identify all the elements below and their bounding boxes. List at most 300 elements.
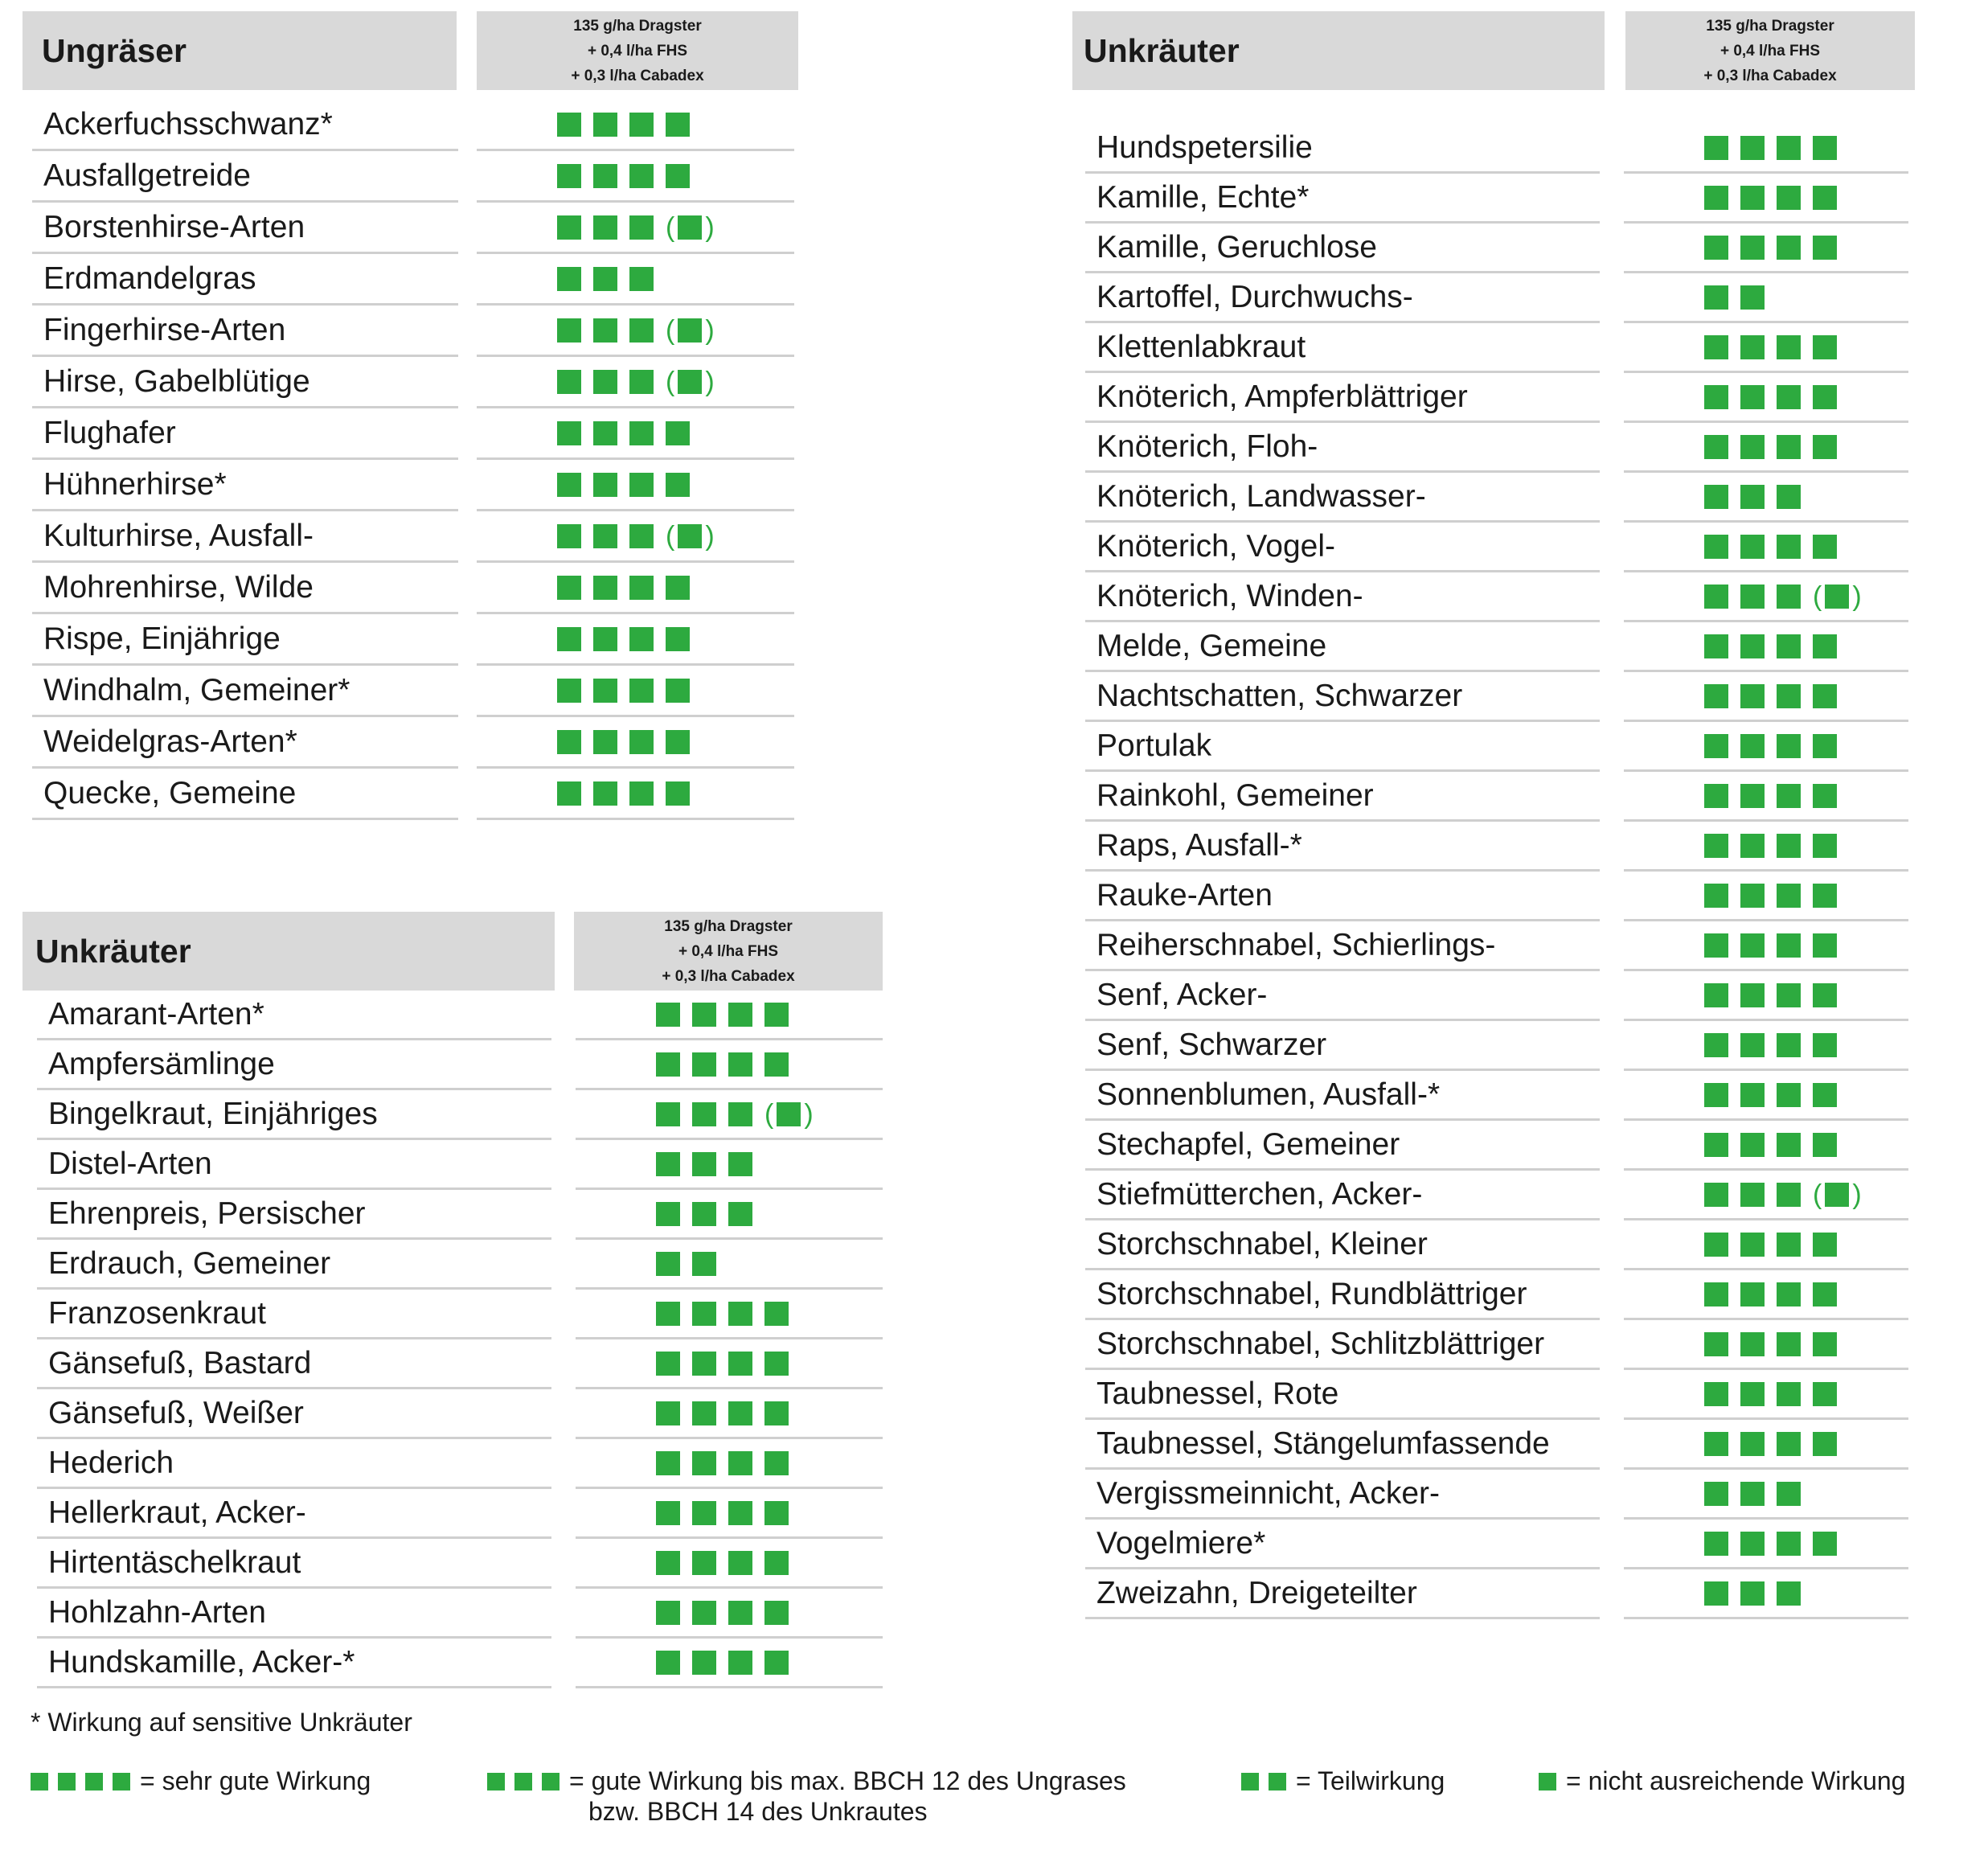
- rating-square: [1704, 1581, 1728, 1606]
- rating-square: [629, 421, 654, 445]
- rating-square: [1740, 634, 1765, 658]
- species-name: Kamille, Geruchlose: [1085, 224, 1600, 273]
- rating-square: [557, 730, 581, 754]
- table-row: [23, 1489, 883, 1539]
- rating-square: [1777, 884, 1801, 908]
- rating-square: [1740, 1183, 1765, 1207]
- rating-cell: [1624, 971, 1908, 1021]
- species-name: Stechapfel, Gemeiner: [1085, 1121, 1600, 1171]
- rating-square: [593, 627, 617, 651]
- rating-square: [557, 781, 581, 806]
- rating-square: [1704, 136, 1728, 160]
- rating-cell: [1624, 921, 1908, 971]
- table-row: [23, 563, 794, 614]
- legend-text: = sehr gute Wirkung: [140, 1766, 371, 1795]
- rating-square: [666, 679, 690, 703]
- rating-square: [1241, 1773, 1259, 1791]
- rating-square: [764, 1003, 789, 1027]
- rating-square: [557, 113, 581, 137]
- rating-square: [1777, 485, 1801, 509]
- rating-square: [692, 1551, 716, 1575]
- rating-square: [1777, 1183, 1801, 1207]
- species-name: Distel-Arten: [37, 1140, 551, 1190]
- rating-square: [692, 1252, 716, 1276]
- rating-cell: [477, 717, 794, 769]
- rating-square: [1813, 1432, 1837, 1456]
- legend-item-1: [1539, 1766, 1905, 1798]
- rating-square: [487, 1773, 505, 1791]
- rating-square: [1740, 186, 1765, 210]
- species-name: Kulturhirse, Ausfall-: [32, 511, 458, 563]
- table-row: [1072, 1121, 1908, 1171]
- rating-square: [728, 1601, 752, 1625]
- species-name: Borstenhirse-Arten: [32, 203, 458, 254]
- table-row: [23, 1040, 883, 1090]
- rating-cell: [1624, 772, 1908, 822]
- rating-cell: [1624, 423, 1908, 473]
- rating-cell: [1624, 622, 1908, 672]
- legend-text: = nicht ausreichende Wirkung: [1566, 1766, 1906, 1795]
- rating-square: [593, 370, 617, 394]
- rating-square: [1704, 933, 1728, 958]
- rating-square: [678, 524, 702, 548]
- rating-square: [1777, 983, 1801, 1007]
- rating-cell: [1624, 572, 1908, 622]
- rating-cell: [477, 203, 794, 254]
- rating-square: [1813, 1083, 1837, 1107]
- rating-square: [593, 421, 617, 445]
- species-name: Hirtentäschelkraut: [37, 1539, 551, 1589]
- species-name: Zweizahn, Dreigeteilter: [1085, 1569, 1600, 1619]
- rating-square: [1777, 1033, 1801, 1057]
- table-row: [23, 1290, 883, 1339]
- rating-cell: [576, 1290, 883, 1339]
- table-row: [1072, 572, 1908, 622]
- rating-square: [629, 679, 654, 703]
- species-name: Rauke-Arten: [1085, 872, 1600, 921]
- rating-cell: [1624, 174, 1908, 224]
- rating-square: [1813, 535, 1837, 559]
- rating-square: [1740, 884, 1765, 908]
- rating-square: [728, 1302, 752, 1326]
- rating-square: [557, 267, 581, 291]
- table-row: [1072, 722, 1908, 772]
- rating-square: [1740, 933, 1765, 958]
- rating-square: [1777, 1382, 1801, 1406]
- rating-square: [593, 781, 617, 806]
- rating-square: [1813, 385, 1837, 409]
- rating-square: [1740, 784, 1765, 808]
- rating-cell: [576, 1090, 883, 1140]
- treatment-line-1: 135 g/ha Dragster: [664, 917, 793, 935]
- rating-square: [1740, 535, 1765, 559]
- rating-square: [1777, 1133, 1801, 1157]
- species-name: Nachtschatten, Schwarzer: [1085, 672, 1600, 722]
- table-row: [1072, 1220, 1908, 1270]
- table-row: [23, 460, 794, 511]
- rating-square: [1704, 784, 1728, 808]
- rating-square: [764, 1451, 789, 1475]
- rating-square: [1704, 1233, 1728, 1257]
- rating-cell: [1624, 722, 1908, 772]
- species-name: Hühnerhirse*: [32, 460, 458, 511]
- rating-square: [557, 524, 581, 548]
- rating-square: [1704, 1133, 1728, 1157]
- rating-square: [1740, 335, 1765, 359]
- rating-square: [1740, 136, 1765, 160]
- table-row: [23, 254, 794, 306]
- table-row: [23, 1240, 883, 1290]
- rating-square: [1813, 834, 1837, 858]
- rating-square: [1813, 983, 1837, 1007]
- rating-square: [1704, 1432, 1728, 1456]
- legend-text-block: [569, 1766, 1126, 1827]
- rating-square: [692, 1302, 716, 1326]
- rating-cell: [576, 1190, 883, 1240]
- rating-square: [777, 1102, 801, 1126]
- rating-square: [593, 730, 617, 754]
- rating-square: [1740, 435, 1765, 459]
- table-title: Unkräuter: [1084, 31, 1240, 69]
- rating-square: [1704, 1332, 1728, 1356]
- rating-square: [629, 524, 654, 548]
- species-name: Vogelmiere*: [1085, 1520, 1600, 1569]
- rating-square: [666, 627, 690, 651]
- rating-cell: [1624, 1220, 1908, 1270]
- rating-square: [1740, 1382, 1765, 1406]
- rating-square: [666, 781, 690, 806]
- table-row: [1072, 323, 1908, 373]
- rating-square: [1813, 136, 1837, 160]
- rating-square: [1777, 734, 1801, 758]
- legend-item-2: [1241, 1766, 1445, 1798]
- table-row: [23, 769, 794, 820]
- header-unkraeuter-right: [1072, 11, 1605, 90]
- rating-square: [629, 215, 654, 240]
- rating-square: [1740, 1133, 1765, 1157]
- rating-square: [1740, 1033, 1765, 1057]
- rating-square: [1813, 1532, 1837, 1556]
- partial-rating-square: ( ): [1813, 580, 1862, 612]
- rating-square: [557, 164, 581, 188]
- rating-square: [1777, 1332, 1801, 1356]
- rating-square: [1813, 1233, 1837, 1257]
- table-row: [23, 1389, 883, 1439]
- rating-square: [1813, 1133, 1837, 1157]
- treatment-line-3: + 0,3 l/ha Cabadex: [662, 967, 795, 985]
- rating-square: [629, 267, 654, 291]
- rating-square: [1704, 983, 1728, 1007]
- rating-square: [656, 1202, 680, 1226]
- partial-rating-square: ( ): [1813, 1179, 1862, 1210]
- rating-square: [678, 370, 702, 394]
- rating-square: [656, 1501, 680, 1525]
- rating-cell: [1624, 1121, 1908, 1171]
- treatment-line-2: + 0,4 l/ha FHS: [587, 42, 688, 59]
- rating-square: [1813, 684, 1837, 708]
- rating-square: [1740, 285, 1765, 310]
- treatment-line-2: + 0,4 l/ha FHS: [678, 942, 779, 960]
- rating-square: [692, 1102, 716, 1126]
- rating-cell: [1624, 1071, 1908, 1121]
- table-row: [1072, 622, 1908, 672]
- rating-square: [1777, 435, 1801, 459]
- table-row: [23, 511, 794, 563]
- table-row: [23, 666, 794, 717]
- rating-square: [557, 473, 581, 497]
- rating-cell: [1624, 273, 1908, 323]
- species-name: Hundskamille, Acker-*: [37, 1639, 551, 1688]
- rating-square: [1704, 285, 1728, 310]
- rating-square: [1777, 684, 1801, 708]
- rating-square: [1813, 1332, 1837, 1356]
- rating-square: [1704, 435, 1728, 459]
- rating-cell: [477, 151, 794, 203]
- table-ungraeser: [23, 11, 794, 815]
- rating-cell: [1624, 373, 1908, 423]
- rating-square: [1704, 1482, 1728, 1506]
- rating-square: [58, 1773, 76, 1791]
- rating-square: [692, 1451, 716, 1475]
- species-name: Rispe, Einjährige: [32, 614, 458, 666]
- species-name: Mohrenhirse, Wilde: [32, 563, 458, 614]
- rating-square: [629, 113, 654, 137]
- rating-square: [1704, 1183, 1728, 1207]
- rating-square: [692, 1003, 716, 1027]
- rating-cell: [477, 563, 794, 614]
- rating-square: [1269, 1773, 1286, 1791]
- rating-square: [1777, 1083, 1801, 1107]
- rating-cell: [1624, 523, 1908, 572]
- table-row: [1072, 224, 1908, 273]
- rating-square: [656, 1302, 680, 1326]
- rating-square: [666, 421, 690, 445]
- rating-square: [85, 1773, 103, 1791]
- rating-square: [1777, 186, 1801, 210]
- rating-cell: [477, 769, 794, 820]
- rating-square: [629, 473, 654, 497]
- rating-square: [629, 781, 654, 806]
- rating-square: [593, 576, 617, 600]
- rating-square: [1740, 1581, 1765, 1606]
- rating-square: [1813, 734, 1837, 758]
- rating-square: [1704, 335, 1728, 359]
- table-row: [1072, 473, 1908, 523]
- treatment-line-2: + 0,4 l/ha FHS: [1720, 42, 1821, 59]
- species-name: Knöterich, Vogel-: [1085, 523, 1600, 572]
- rating-cell: [1624, 1021, 1908, 1071]
- table-row: [1072, 1520, 1908, 1569]
- rating-square: [557, 318, 581, 343]
- rating-square: [1704, 834, 1728, 858]
- rating-square: [1704, 186, 1728, 210]
- species-name: Melde, Gemeine: [1085, 622, 1600, 672]
- table-row: [1072, 1370, 1908, 1420]
- rating-square: [629, 164, 654, 188]
- rating-square: [1813, 933, 1837, 958]
- rating-square: [1813, 435, 1837, 459]
- rating-cell: [1624, 1171, 1908, 1220]
- rating-square: [692, 1501, 716, 1525]
- rating-square: [1813, 784, 1837, 808]
- species-name: Weidelgras-Arten*: [32, 717, 458, 769]
- species-name: Taubnessel, Stängelumfassende: [1085, 1420, 1600, 1470]
- rating-square: [31, 1773, 48, 1791]
- header-unkraeuter-left: [23, 912, 555, 991]
- rating-square: [557, 627, 581, 651]
- rating-cell: [576, 1539, 883, 1589]
- rating-square: [1777, 634, 1801, 658]
- treatment-line-1: 135 g/ha Dragster: [573, 17, 702, 35]
- rating-square: [1704, 1382, 1728, 1406]
- rating-square: [1704, 1282, 1728, 1306]
- species-name: Knöterich, Floh-: [1085, 423, 1600, 473]
- table-row: [23, 991, 883, 1040]
- rating-square: [1704, 634, 1728, 658]
- rating-square: [656, 1551, 680, 1575]
- rating-cell: [477, 357, 794, 408]
- rating-cell: [477, 254, 794, 306]
- rating-square: [656, 1252, 680, 1276]
- rating-square: [593, 113, 617, 137]
- species-name: Hellerkraut, Acker-: [37, 1489, 551, 1539]
- rating-square: [764, 1601, 789, 1625]
- rating-square: [1704, 535, 1728, 559]
- rating-square: [1704, 684, 1728, 708]
- species-name: Gänsefuß, Weißer: [37, 1389, 551, 1439]
- species-name: Erdmandelgras: [32, 254, 458, 306]
- table-row: [1072, 1171, 1908, 1220]
- rating-square: [1777, 1532, 1801, 1556]
- table-row: [23, 203, 794, 254]
- rating-square: [728, 1152, 752, 1176]
- rating-cell: [576, 1140, 883, 1190]
- table-row: [1072, 1569, 1908, 1619]
- treatment-line-3: + 0,3 l/ha Cabadex: [1703, 67, 1837, 84]
- rating-cell: [477, 666, 794, 717]
- legend-squares: [1241, 1766, 1296, 1798]
- species-name: Senf, Acker-: [1085, 971, 1600, 1021]
- species-name: Raps, Ausfall-*: [1085, 822, 1600, 872]
- rating-cell: [1624, 872, 1908, 921]
- header-ungraeser: [23, 11, 457, 90]
- rating-square: [1777, 535, 1801, 559]
- species-name: Storchschnabel, Kleiner: [1085, 1220, 1600, 1270]
- species-name: Taubnessel, Rote: [1085, 1370, 1600, 1420]
- table-row: [1072, 872, 1908, 921]
- rating-cell: [576, 1240, 883, 1290]
- rating-square: [1777, 834, 1801, 858]
- rating-square: [1777, 1233, 1801, 1257]
- rating-cell: [1624, 1320, 1908, 1370]
- species-name: Erdrauch, Gemeiner: [37, 1240, 551, 1290]
- rating-cell: [477, 614, 794, 666]
- rating-cell: [1624, 473, 1908, 523]
- rating-square: [1740, 1233, 1765, 1257]
- species-name: Ampfersämlinge: [37, 1040, 551, 1090]
- rating-cell: [1624, 1420, 1908, 1470]
- rating-square: [656, 1102, 680, 1126]
- species-name: Hundspetersilie: [1085, 124, 1600, 174]
- treatment-header: [477, 11, 798, 90]
- rating-square: [1813, 236, 1837, 260]
- rating-square: [1740, 485, 1765, 509]
- species-name: Knöterich, Winden-: [1085, 572, 1600, 622]
- table-row: [1072, 174, 1908, 224]
- table-row: [23, 408, 794, 460]
- rating-square: [764, 1401, 789, 1425]
- rating-square: [656, 1052, 680, 1077]
- rating-cell: [477, 460, 794, 511]
- rating-square: [1740, 1532, 1765, 1556]
- species-name: Amarant-Arten*: [37, 991, 551, 1040]
- species-name: Hirse, Gabelblütige: [32, 357, 458, 408]
- rating-cell: [1624, 1270, 1908, 1320]
- rating-square: [1740, 1282, 1765, 1306]
- rating-square: [656, 1401, 680, 1425]
- rating-square: [656, 1451, 680, 1475]
- table-row: [23, 717, 794, 769]
- table-row: [1072, 523, 1908, 572]
- rating-cell: [576, 1389, 883, 1439]
- rating-square: [1740, 585, 1765, 609]
- rating-square: [1777, 136, 1801, 160]
- species-name: Reiherschnabel, Schierlings-: [1085, 921, 1600, 971]
- legend-squares: [31, 1766, 140, 1798]
- rating-cell: [1624, 1520, 1908, 1569]
- table-row: [23, 1639, 883, 1688]
- table-row: [1072, 1470, 1908, 1520]
- treatment-line-3: + 0,3 l/ha Cabadex: [571, 67, 704, 84]
- table-row: [1072, 921, 1908, 971]
- rating-square: [1704, 1083, 1728, 1107]
- species-name: Senf, Schwarzer: [1085, 1021, 1600, 1071]
- rating-square: [557, 679, 581, 703]
- rating-cell: [1624, 323, 1908, 373]
- treatment-header: [574, 912, 883, 991]
- rating-square: [764, 1501, 789, 1525]
- rating-cell: [576, 1040, 883, 1090]
- rating-cell: [576, 1639, 883, 1688]
- species-name: Sonnenblumen, Ausfall-*: [1085, 1071, 1600, 1121]
- rating-cell: [576, 991, 883, 1040]
- legend-squares: [487, 1766, 569, 1798]
- species-name: Fingerhirse-Arten: [32, 306, 458, 357]
- rating-square: [1813, 634, 1837, 658]
- rating-square: [728, 1202, 752, 1226]
- species-name: Vergissmeinnicht, Acker-: [1085, 1470, 1600, 1520]
- rating-cell: [576, 1589, 883, 1639]
- rating-square: [557, 576, 581, 600]
- legend-item-4: [31, 1766, 371, 1798]
- rating-square: [593, 215, 617, 240]
- rating-cell: [477, 100, 794, 151]
- rating-square: [656, 1152, 680, 1176]
- rating-square: [629, 576, 654, 600]
- rating-square: [728, 1401, 752, 1425]
- rating-square: [678, 318, 702, 343]
- table-row: [1072, 1071, 1908, 1121]
- partial-rating-square: ( ): [666, 366, 715, 397]
- rating-cell: [477, 511, 794, 563]
- rating-square: [728, 1501, 752, 1525]
- rating-cell: [477, 408, 794, 460]
- table-row: [23, 1589, 883, 1639]
- table-row: [1072, 273, 1908, 323]
- rating-square: [1704, 385, 1728, 409]
- rating-square: [1740, 1332, 1765, 1356]
- rating-square: [1740, 1432, 1765, 1456]
